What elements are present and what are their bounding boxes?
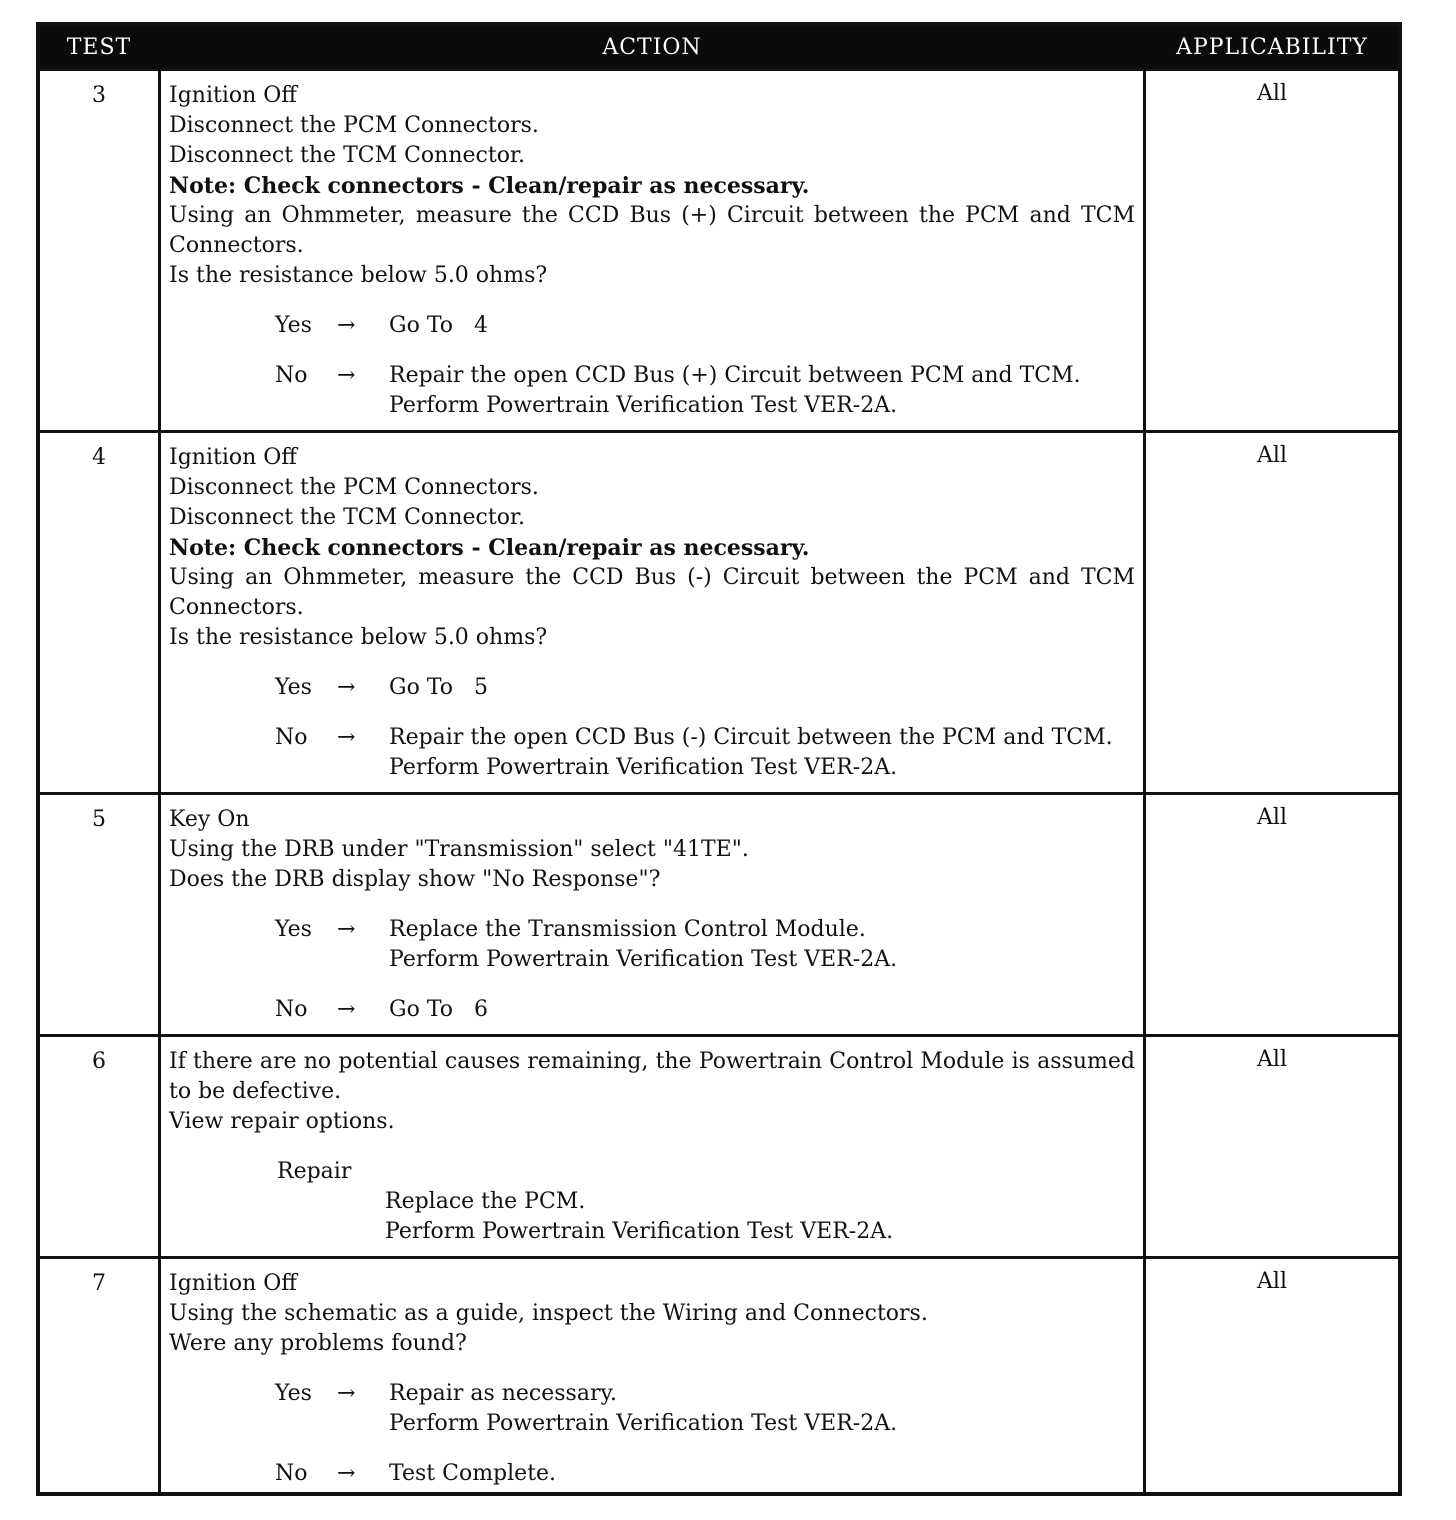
repair-label: Repair: [277, 1159, 352, 1184]
yes-label: Yes: [275, 675, 312, 700]
table-row-test-6: [40, 1034, 1398, 1256]
action-step: Disconnect the PCM Connectors.: [169, 113, 539, 138]
no-result: Test Complete.: [389, 1461, 557, 1486]
table-row-test-3: [40, 68, 1398, 430]
yes-branch: [169, 311, 1135, 341]
action-step: Ignition Off: [169, 1271, 297, 1296]
arrow-icon: →: [337, 725, 356, 750]
header-applicability: APPLICABILITY: [1176, 34, 1368, 60]
action-note: Note: Check connectors - Clean/repair as necessary.: [169, 535, 810, 561]
table-row-test-4: [40, 430, 1398, 792]
action-step: Ignition Off: [169, 83, 297, 108]
action-step: Using an Ohmmeter, measure the CCD Bus (+) Circuit between the PCM and TCM Connectors.: [169, 203, 1135, 258]
action-step: Disconnect the TCM Connector.: [169, 505, 526, 530]
test-number: 3: [92, 83, 106, 108]
action-step: Disconnect the TCM Connector.: [169, 143, 526, 168]
action-question: Were any problems found?: [169, 1331, 467, 1356]
action-question: Is the resistance below 5.0 ohms?: [169, 625, 548, 650]
arrow-icon: →: [337, 917, 356, 942]
action-step: Disconnect the PCM Connectors.: [169, 475, 539, 500]
repair-options: [169, 1157, 1135, 1247]
yes-branch: [169, 673, 1135, 703]
no-label: No: [275, 997, 308, 1022]
arrow-icon: →: [337, 675, 356, 700]
yes-result: Go To 4: [389, 313, 488, 338]
test-number: 4: [92, 445, 106, 470]
action-question: Is the resistance below 5.0 ohms?: [169, 263, 548, 288]
no-branch: [169, 723, 1135, 783]
action-note: Note: Check connectors - Clean/repair as necessary.: [169, 173, 810, 199]
action-cell: [158, 1037, 1146, 1256]
test-number: 6: [92, 1049, 106, 1074]
arrow-icon: →: [337, 997, 356, 1022]
repair-step: Perform Powertrain Verification Test VER-2A.: [385, 1219, 894, 1244]
no-branch: [169, 995, 1135, 1025]
header-action: ACTION: [602, 34, 702, 60]
action-cell: [158, 795, 1146, 1034]
action-cell: [158, 433, 1146, 792]
action-cell: [158, 1259, 1146, 1493]
action-step: Using an Ohmmeter, measure the CCD Bus (-) Circuit between the PCM and TCM Connectors.: [169, 565, 1135, 620]
arrow-icon: →: [337, 313, 356, 338]
no-branch: [169, 1459, 1135, 1489]
action-step: Key On: [169, 807, 250, 832]
action-step: Ignition Off: [169, 445, 297, 470]
yes-branch: [169, 915, 1135, 975]
applicability-cell: All: [1257, 1047, 1287, 1072]
no-result: Go To 6: [389, 997, 488, 1022]
header-test: TEST: [66, 34, 132, 60]
yes-result: Replace the Transmission Control Module. Perform Powertrain Verification Test VER-2A.: [389, 917, 898, 972]
no-label: No: [275, 363, 308, 388]
no-branch: [169, 361, 1135, 421]
no-result: Repair the open CCD Bus (-) Circuit between the PCM and TCM. Perform Powertrain Verification Test VER-2A.: [389, 725, 1113, 780]
applicability-cell: All: [1257, 443, 1287, 468]
applicability-cell: All: [1257, 81, 1287, 106]
action-question: Does the DRB display show "No Response"?: [169, 867, 661, 892]
diagnostic-test-table: [36, 22, 1402, 1496]
action-cell: [158, 71, 1146, 430]
yes-label: Yes: [275, 1381, 312, 1406]
test-number: 5: [92, 807, 106, 832]
action-step: View repair options.: [169, 1109, 395, 1134]
arrow-icon: →: [337, 1461, 356, 1486]
table-header: [40, 26, 1398, 68]
table-row-test-7: [40, 1256, 1398, 1493]
test-number: 7: [92, 1271, 106, 1296]
no-label: No: [275, 725, 308, 750]
table-row-test-5: [40, 792, 1398, 1034]
no-label: No: [275, 1461, 308, 1486]
applicability-cell: All: [1257, 805, 1287, 830]
yes-result: Go To 5: [389, 675, 488, 700]
action-step: Using the DRB under "Transmission" select "41TE".: [169, 837, 749, 862]
arrow-icon: →: [337, 1381, 356, 1406]
action-step: If there are no potential causes remaining, the Powertrain Control Module is assumed to be defective.: [169, 1049, 1135, 1104]
repair-step: Replace the PCM.: [385, 1189, 586, 1214]
action-step: Using the schematic as a guide, inspect the Wiring and Connectors.: [169, 1301, 928, 1326]
yes-label: Yes: [275, 313, 312, 338]
no-result: Repair the open CCD Bus (+) Circuit between PCM and TCM. Perform Powertrain Verification Test VER-2A.: [389, 363, 1081, 418]
yes-label: Yes: [275, 917, 312, 942]
applicability-cell: All: [1257, 1269, 1287, 1294]
yes-branch: [169, 1379, 1135, 1439]
arrow-icon: →: [337, 363, 356, 388]
yes-result: Repair as necessary. Perform Powertrain Verification Test VER-2A.: [389, 1381, 898, 1436]
